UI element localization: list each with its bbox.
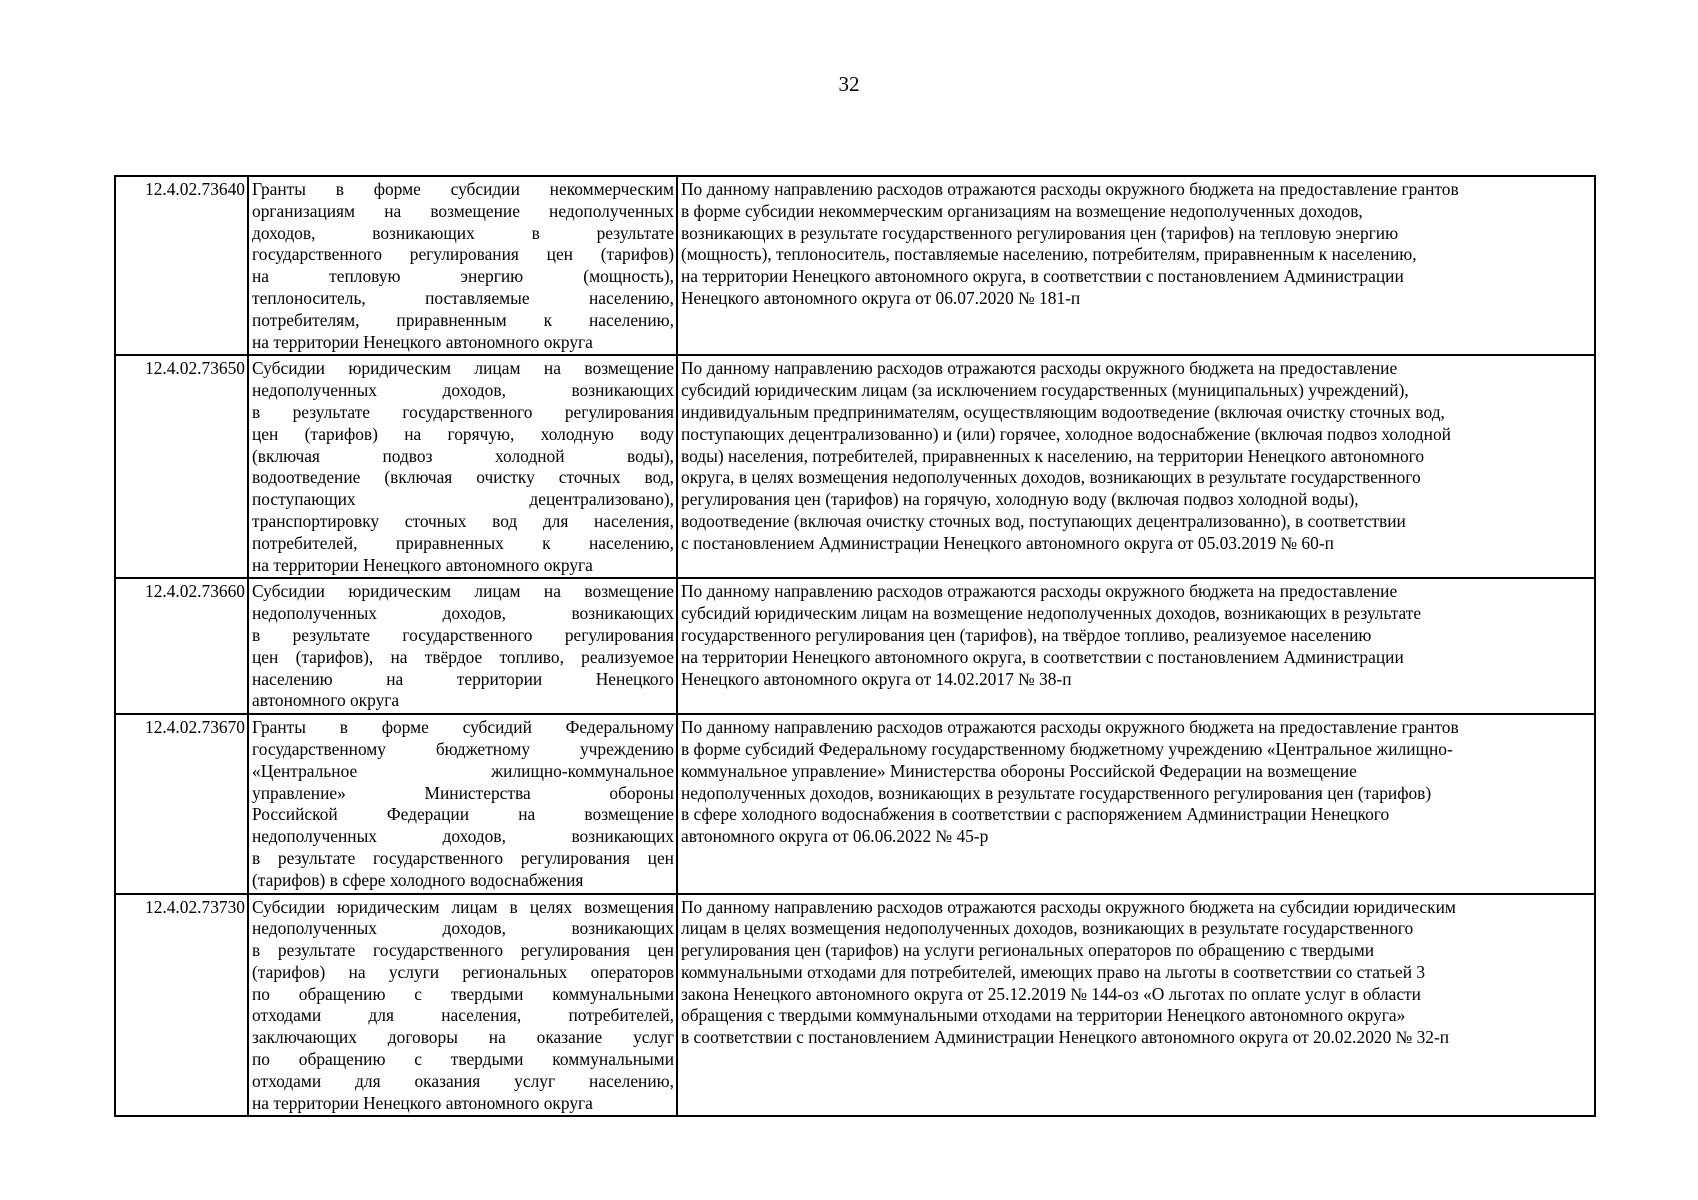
expense-name-line: (тарифов) на услуги региональных операторов [252,961,674,982]
expense-description-line: По данному направлению расходов отражаются расходы окружного бюджета на субсидии юридическим [681,896,1456,917]
expense-description-line: поступающих децентрализованно) и (или) горячее, холодное водоснабжение (включая подвоз холодной [681,423,1451,444]
expense-name-line: Гранты в форме субсидии некоммерческим [252,179,674,199]
expense-name-line: организациям на возмещение недополученных [252,200,674,221]
table-row [115,894,1595,1117]
expense-name-line: в результате государственного регулирования цен [252,940,674,961]
page-number: 32 [838,72,860,96]
expense-name-cell [248,355,677,578]
expense-name-line: недополученных доходов, возникающих [252,918,674,939]
budget-classification-table [114,175,1596,1117]
expense-description-line: автономного округа от 06.06.2022 № 45-р [681,826,989,847]
expense-description-cell [677,894,1595,1117]
budget-code-cell: 12.4.02.73730 [115,894,248,1117]
expense-name-line: в результате государственного регулирования цен [252,847,674,868]
expense-name-line: на территории Ненецкого автономного округа [252,554,593,575]
expense-description-line: водоотведение (включая очистку сточных вод, поступающих децентрализованно), в соответствии [681,510,1406,531]
expense-name-cell [248,714,677,893]
expense-description-cell [677,714,1595,893]
table-row [115,578,1595,714]
expense-name-line: автономного округа [252,690,400,711]
table-row [115,714,1595,893]
expense-description-line: Ненецкого автономного округа от 14.02.2017 № 38-п [681,668,1072,689]
expense-name-line: водоотведение (включая очистку сточных вод, [252,467,674,488]
expense-name-line: (тарифов) в сфере холодного водоснабжения [252,869,584,890]
expense-name-line: транспортировку сточных вод для населения, [252,510,674,531]
expense-description-line: в сфере холодного водоснабжения в соответствии с распоряжением Администрации Ненецкого [681,804,1390,825]
expense-name-line: теплоноситель, поставляемые населению, [252,287,674,308]
expense-description-line: коммунальными отходами для потребителей, имеющих право на льготы в соответствии со статьей 3 [681,961,1426,982]
expense-description-line: лицам в целях возмещения недополученных доходов, возникающих в результате государственного [681,918,1414,939]
expense-name-cell [248,578,677,714]
expense-description-line: субсидий юридическим лицам (за исключением государственных (муниципальных) учреждений), [681,380,1409,401]
expense-name-line: заключающих договоры на оказание услуг [252,1027,674,1048]
expense-name-line: в результате государственного регулирования [252,401,674,422]
expense-name-line: управление» Министерства обороны [252,782,674,803]
expense-name-line: государственному бюджетному учреждению [252,738,674,759]
budget-code-cell: 12.4.02.73660 [115,578,248,714]
expense-name-line: отходами для населения, потребителей, [252,1005,674,1026]
expense-description-line: государственного регулирования цен (тарифов), на твёрдое топливо, реализуемое населению [681,624,1372,645]
budget-code-cell: 12.4.02.73640 [115,176,248,355]
expense-name-line: отходами для оказания услуг населению, [252,1070,674,1091]
expense-description-line: на территории Ненецкого автономного округа, в соответствии с постановлением Администрации [681,266,1404,287]
expense-description-line: коммунальное управление» Министерства обороны Российской Федерации на возмещение [681,760,1357,781]
expense-description-line: По данному направлению расходов отражаются расходы окружного бюджета на предоставление грантов [681,179,1459,199]
expense-description-cell [677,578,1595,714]
expense-name-line: по обращению с твердыми коммунальными [252,983,674,1004]
expense-name-line: на тепловую энергию (мощность), [252,266,674,287]
expense-name-line: потребителям, приравненным к населению, [252,309,674,330]
expense-name-line: цен (тарифов), на твёрдое топливо, реализуемое [252,646,674,667]
expense-name-line: Субсидии юридическим лицам на возмещение [252,358,674,379]
expense-name-cell [248,176,677,355]
expense-description-line: воды) населения, потребителей, приравненных к населению, на территории Ненецкого автономного [681,445,1425,466]
expense-name-line: на территории Ненецкого автономного округа [252,331,593,352]
expense-description-line: с постановлением Администрации Ненецкого автономного округа от 05.03.2019 № 60-п [681,532,1334,553]
expense-description-line: округа, в целях возмещения недополученных доходов, возникающих в результате государственного [681,467,1421,488]
expense-description-cell [677,355,1595,578]
expense-name-line: поступающих децентрализовано), [252,489,674,510]
expense-name-line: доходов, возникающих в результате [252,222,674,243]
expense-description-line: индивидуальным предпринимателям, осуществляющим водоотведение (включая очистку сточных вод, [681,401,1445,422]
expense-name-line: в результате государственного регулирования [252,624,674,645]
expense-description-line: регулирования цен (тарифов) на услуги региональных операторов по обращению с твердыми [681,940,1375,961]
expense-description-line: обращения с твердыми коммунальными отходами на территории Ненецкого автономного округа» [681,1005,1406,1026]
budget-code-cell: 12.4.02.73670 [115,714,248,893]
table-row [115,355,1595,578]
expense-name-line: Субсидии юридическим лицам в целях возмещения [252,896,674,917]
expense-description-line: (мощность), теплоноситель, поставляемые населению, потребителям, приравненным к населению, [681,244,1417,265]
expense-name-line: недополученных доходов, возникающих [252,826,674,847]
expense-name-line: Субсидии юридическим лицам на возмещение [252,581,674,602]
expense-description-line: в форме субсидии некоммерческим организациям на возмещение недополученных доходов, [681,200,1363,221]
expense-description-line: субсидий юридическим лицам на возмещение недополученных доходов, возникающих в результате [681,603,1422,624]
budget-code-cell: 12.4.02.73650 [115,355,248,578]
table-body [115,176,1595,1116]
expense-description-line: в соответствии с постановлением Администрации Ненецкого автономного округа от 20.02.2020 № 32-п [681,1027,1450,1048]
expense-description-line: в форме субсидий Федеральному государственному бюджетному учреждению «Центральное жилищно- [681,738,1453,759]
expense-description-cell [677,176,1595,355]
expense-name-line: недополученных доходов, возникающих [252,380,674,401]
expense-name-line: потребителей, приравненных к населению, [252,532,674,553]
expense-description-line: По данному направлению расходов отражаются расходы окружного бюджета на предоставление [681,358,1398,379]
expense-name-line: населению на территории Ненецкого [252,668,674,689]
expense-description-line: регулирования цен (тарифов) на горячую, холодную воду (включая подвоз холодной воды), [681,489,1359,510]
expense-name-line: государственного регулирования цен (тарифов) [252,244,674,265]
expense-name-line: (включая подвоз холодной воды), [252,445,674,466]
expense-description-line: возникающих в результате государственного регулирования цен (тарифов) на тепловую энергию [681,222,1399,243]
expense-description-line: По данному направлению расходов отражаются расходы окружного бюджета на предоставление грантов [681,717,1459,738]
expense-name-line: по обращению с твердыми коммунальными [252,1049,674,1070]
expense-name-line: «Центральное жилищно-коммунальное [252,760,674,781]
expense-description-line: Ненецкого автономного округа от 06.07.2020 № 181-п [681,287,1081,308]
expense-description-line: закона Ненецкого автономного округа от 25.12.2019 № 144-оз «О льготах по оплате услуг в области [681,983,1421,1004]
expense-name-line: цен (тарифов) на горячую, холодную воду [252,423,674,444]
expense-name-line: недополученных доходов, возникающих [252,603,674,624]
expense-name-line: Российской Федерации на возмещение [252,804,674,825]
expense-description-line: недополученных доходов, возникающих в результате государственного регулирования цен (тарифов) [681,782,1432,803]
expense-description-line: на территории Ненецкого автономного округа, в соответствии с постановлением Администрации [681,646,1404,667]
expense-name-line: на территории Ненецкого автономного округа [252,1092,593,1113]
expense-name-cell [248,894,677,1117]
expense-description-line: По данному направлению расходов отражаются расходы окружного бюджета на предоставление [681,581,1398,602]
table-row [115,176,1595,355]
expense-name-line: Гранты в форме субсидий Федеральному [252,717,674,738]
